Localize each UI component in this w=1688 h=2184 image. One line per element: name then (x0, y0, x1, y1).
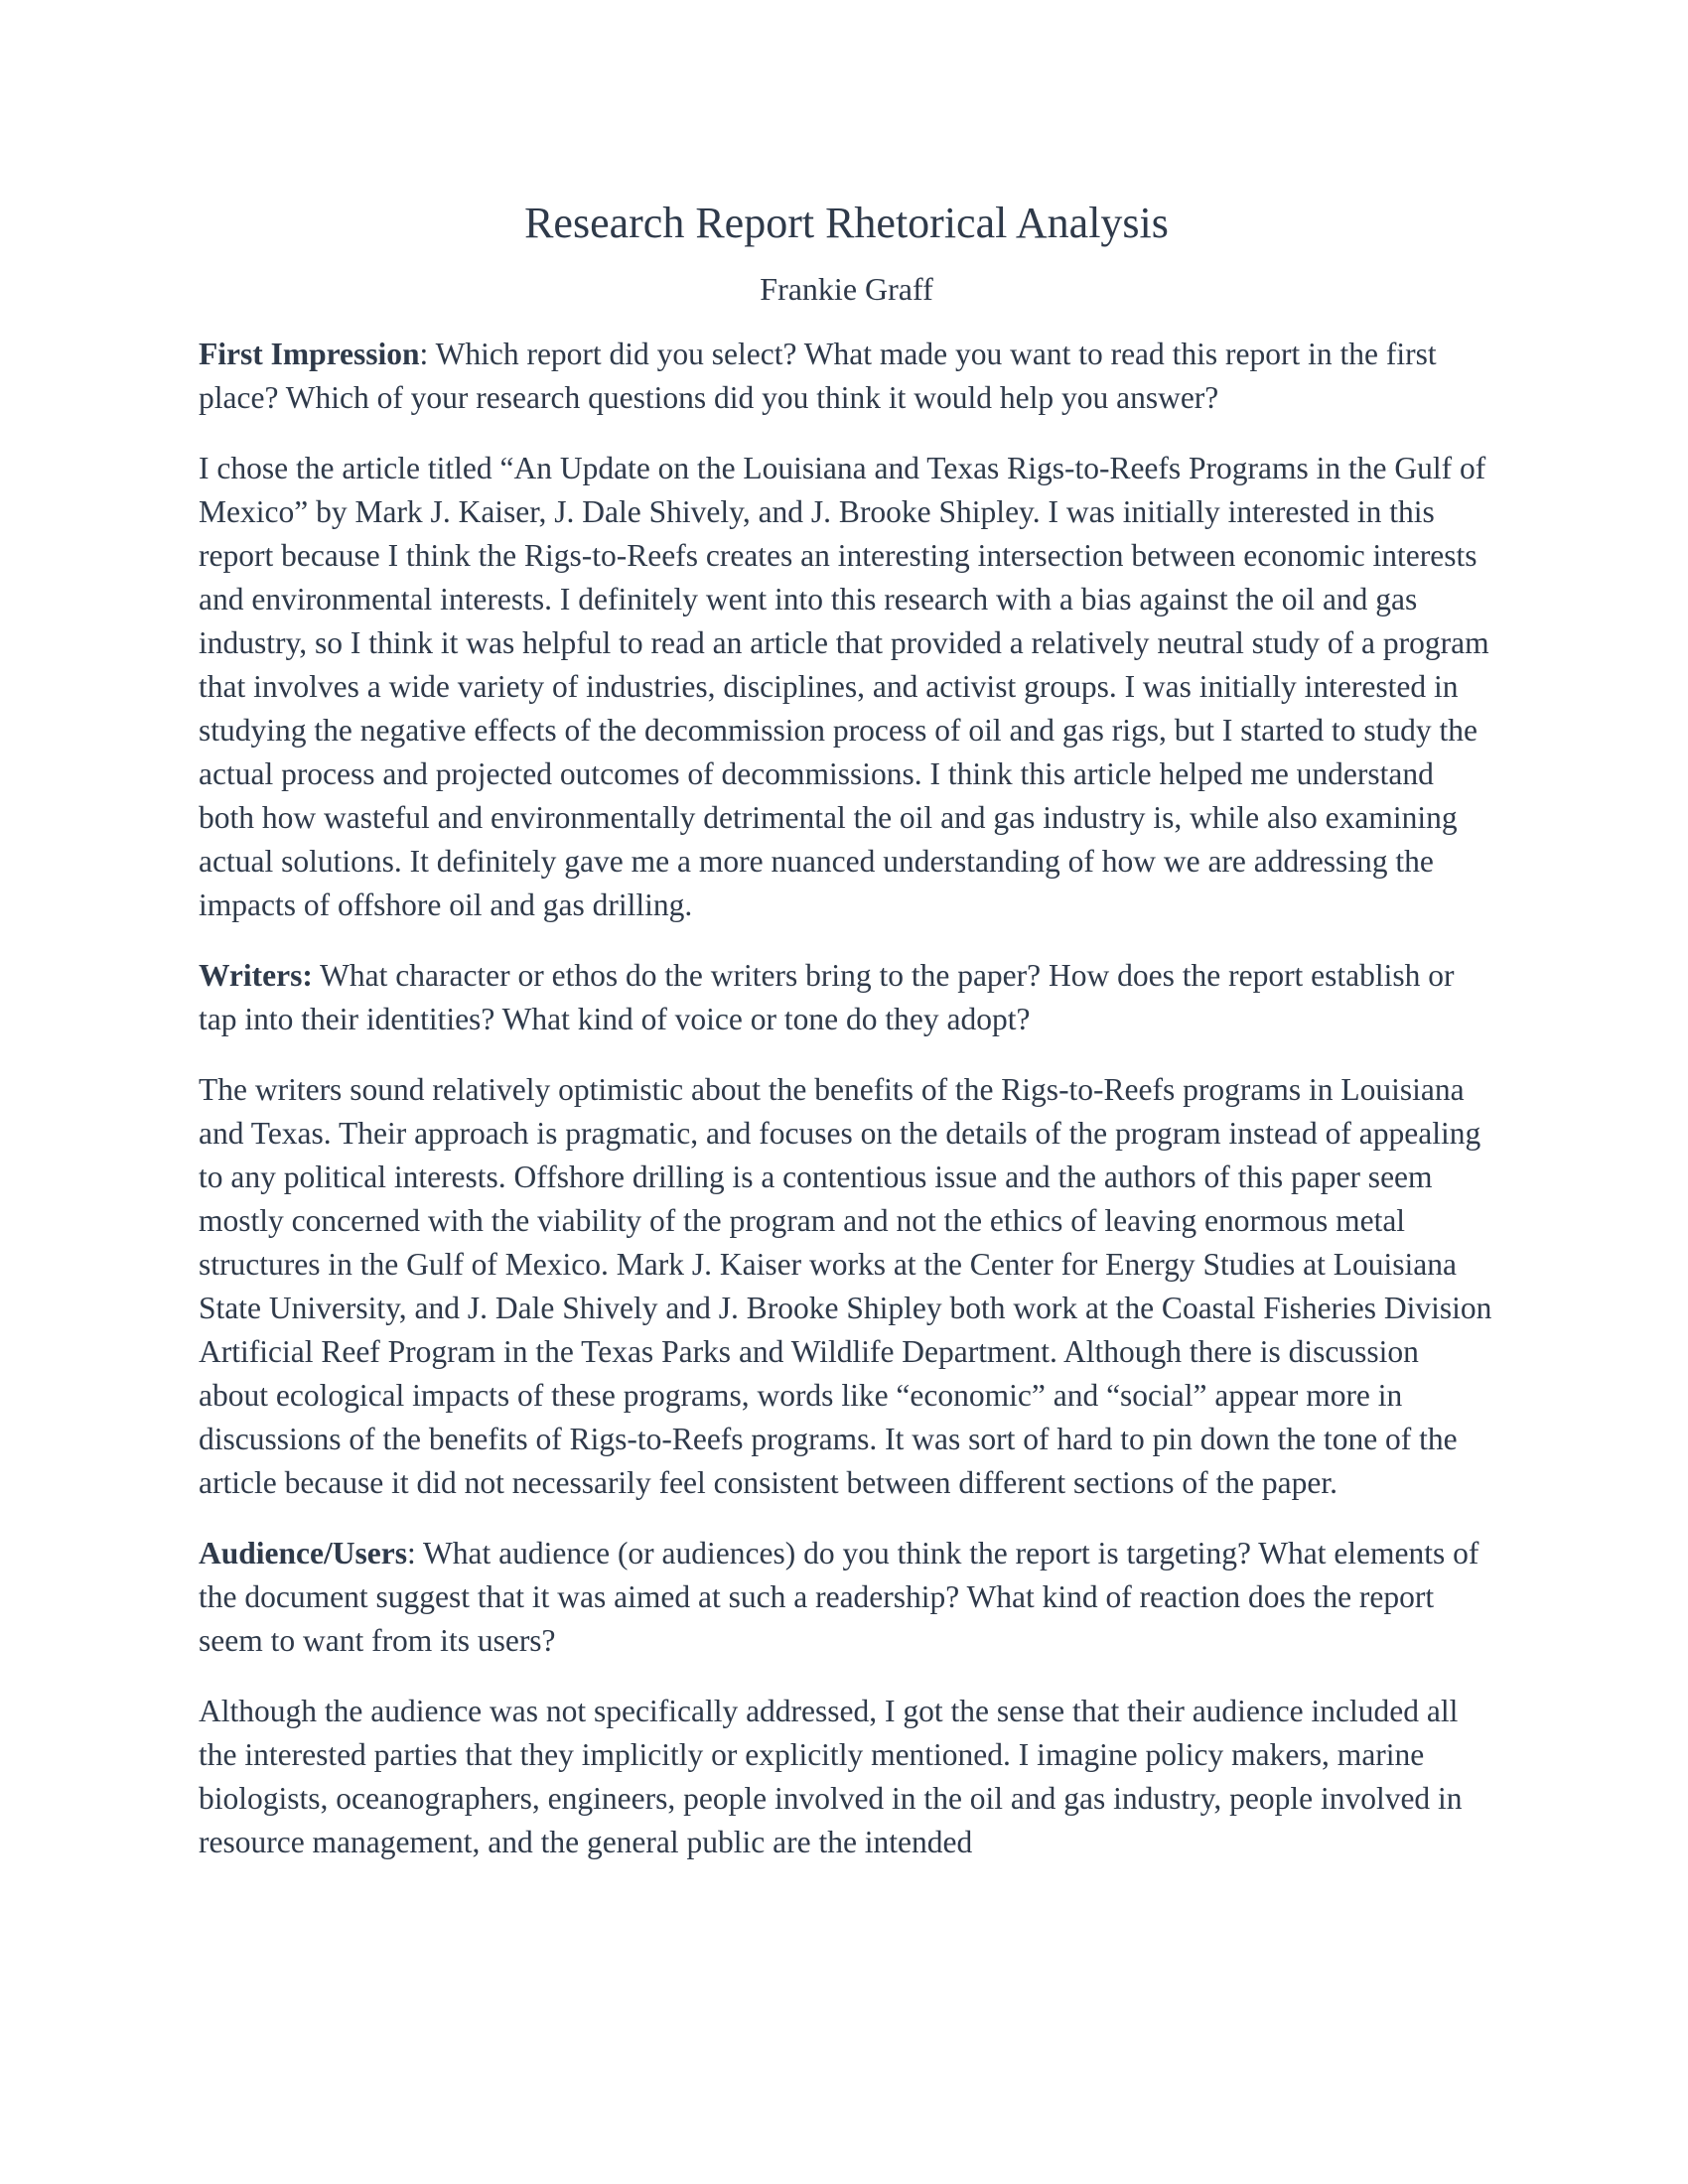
audience-question: What audience (or audiences) do you think the report is targeting? What elements of the document suggest that it was aimed at such a readership? What kind of reaction does the report seem to want from its users? (199, 1536, 1479, 1658)
document-title: Research Report Rhetorical Analysis (524, 199, 1169, 247)
first-impression-question: Which report did you select? What made you want to read this report in the first place? Which of your research questions did you think it would help you answer? (199, 337, 1437, 415)
writers-question: What character or ethos do the writers bring to the paper? How does the report establish or tap into their identities? What kind of voice or tone do they adopt? (199, 958, 1455, 1036)
audience-response: Although the audience was not specifically addressed, I got the sense that their audience included all the interested parties that they implicitly or explicitly mentioned. I imagine policy makers, marine biologists, oceanographers, engineers, people involved in the oil and gas industry, people involved in resource management, and the general public are the intended (199, 1694, 1463, 1859)
audience-label-suffix: : (406, 1536, 416, 1570)
first-impression-prompt (199, 333, 1494, 420)
first-impression-label-suffix: : (419, 337, 429, 371)
first-impression-response: I chose the article titled “An Update on the Louisiana and Texas Rigs-to-Reefs Programs in the Gulf of Mexico” by Mark J. Kaiser, J. Dale Shively, and J. Brooke Shipley. I was initially interested in this report because I think the Rigs-to-Reefs creates an interesting intersection between economic interests and environmental interests. I definitely went into this research with a bias against the oil and gas industry, so I think it was helpful to read an article that provided a relatively neutral study of a program that involves a wide variety of industries, disciplines, and activist groups. I was initially interested in studying the negative effects of the decommission process of oil and gas rigs, but I started to study the actual process and projected outcomes of decommissions. I think this article helped me understand both how wasteful and environmentally detrimental the oil and gas industry is, while also examining actual solutions. It definitely gave me a more nuanced understanding of how we are addressing the impacts of offshore oil and gas drilling. (199, 451, 1489, 922)
document-page (199, 194, 1494, 1891)
audience-prompt (199, 1532, 1494, 1663)
writers-label: Writers: (199, 958, 313, 993)
first-impression-label: First Impression (199, 337, 420, 371)
audience-label: Audience/Users (199, 1536, 407, 1570)
writers-prompt (199, 954, 1494, 1041)
document-author: Frankie Graff (760, 271, 933, 307)
writers-response: The writers sound relatively optimistic about the benefits of the Rigs-to-Reefs programs in Louisiana and Texas. Their approach is pragmatic, and focuses on the details of the program instead of appealing to any political interests. Offshore drilling is a contentious issue and the authors of this paper seem mostly concerned with the viability of the program and not the ethics of leaving enormous metal structures in the Gulf of Mexico. Mark J. Kaiser works at the Center for Energy Studies at Louisiana State University, and J. Dale Shively and J. Brooke Shipley both work at the Coastal Fisheries Division Artificial Reef Program in the Texas Parks and Wildlife Department. Although there is discussion about ecological impacts of these programs, words like “economic” and “social” appear more in discussions of the benefits of Rigs-to-Reefs programs. It was sort of hard to pin down the tone of the article because it did not necessarily feel consistent between different sections of the paper. (199, 1072, 1492, 1500)
